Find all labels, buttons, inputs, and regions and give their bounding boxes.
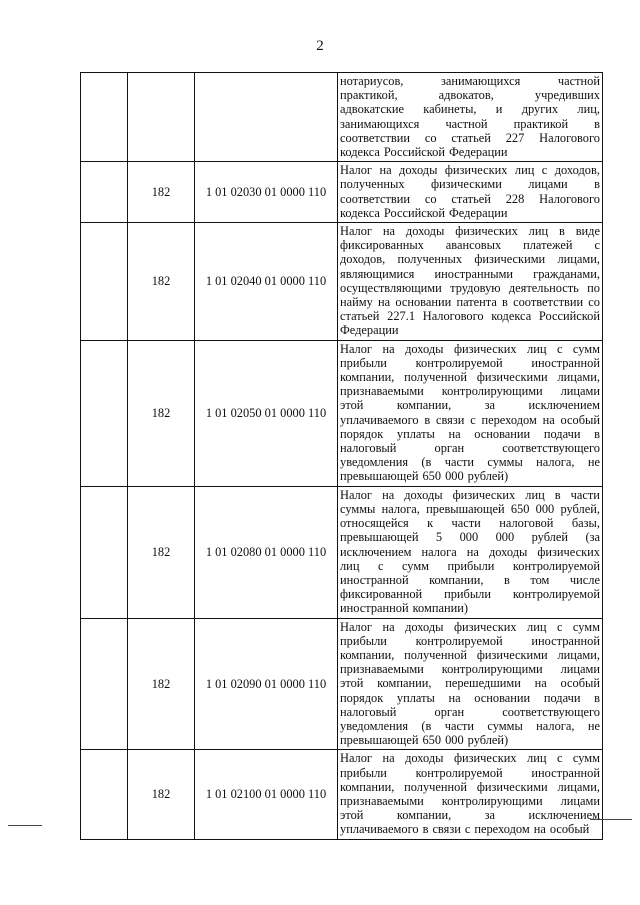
description-line: налоговый орган соответствующего bbox=[340, 441, 600, 456]
description-line: Налог на доходы физических лиц в части bbox=[340, 487, 600, 502]
admin-code-cell: 182 bbox=[128, 486, 195, 618]
row-number-cell bbox=[81, 750, 128, 839]
description-line: осуществляющими трудовую деятельность по bbox=[340, 280, 600, 295]
description-cell bbox=[338, 73, 603, 162]
description-line: превышающей 5 000 000 рублей (за bbox=[340, 530, 600, 545]
description-line: Федерации bbox=[340, 323, 399, 338]
admin-code-cell: 182 bbox=[128, 223, 195, 341]
description-line: Налог на доходы физических лиц с сумм bbox=[340, 341, 600, 356]
budget-classification-code-cell: 1 01 02100 01 0000 110 bbox=[195, 750, 338, 839]
description-line: компании, полученной физическими лицами, bbox=[340, 647, 600, 662]
table-row bbox=[81, 750, 603, 839]
description-line: кодекса Российской Федерации bbox=[340, 145, 508, 160]
description-line: налоговый орган соответствующего bbox=[340, 704, 600, 719]
description-line: уплачиваемого в связи с переходом на особый bbox=[340, 412, 600, 427]
description-line: практикой, адвокатов, учредивших bbox=[340, 88, 600, 103]
description-cell bbox=[338, 162, 603, 223]
description-line: Налог на доходы физических лиц в виде bbox=[340, 224, 600, 239]
description-line: Налог на доходы физических лиц с доходов, bbox=[340, 163, 600, 178]
table-row bbox=[81, 162, 603, 223]
description-line: превышающей 650 000 рублей) bbox=[340, 469, 509, 484]
description-cell bbox=[338, 486, 603, 618]
row-number-cell bbox=[81, 340, 128, 486]
admin-code-cell: 182 bbox=[128, 162, 195, 223]
description-line: фиксированной прибыли контролируемой bbox=[340, 587, 600, 602]
description-line: соответствии со статьей 227 Налогового bbox=[340, 130, 600, 145]
row-number-cell bbox=[81, 162, 128, 223]
description-line: прибыли контролируемой иностранной bbox=[340, 633, 600, 648]
description-line: уведомления (в части суммы налога, не bbox=[340, 718, 600, 733]
description-line: являющимися иностранными гражданами, bbox=[340, 266, 600, 281]
budget-classification-code-cell: 1 01 02040 01 0000 110 bbox=[195, 223, 338, 341]
description-cell bbox=[338, 340, 603, 486]
description-line: суммы налога, превышающей 650 000 рублей, bbox=[340, 501, 600, 516]
description-line: соответствии со статьей 228 Налогового bbox=[340, 191, 600, 206]
description-line: исключением налога на доходы физических bbox=[340, 544, 600, 559]
description-line: Налог на доходы физических лиц с сумм bbox=[340, 751, 600, 766]
description-line: кодекса Российской Федерации bbox=[340, 205, 508, 220]
description-line: уведомления (в части суммы налога, не bbox=[340, 455, 600, 470]
table-row bbox=[81, 618, 603, 750]
description-cell bbox=[338, 750, 603, 839]
description-line: относящейся к части налоговой базы, bbox=[340, 516, 600, 531]
description-line: фиксированных авансовых платежей с bbox=[340, 238, 600, 253]
description-cell bbox=[338, 618, 603, 750]
budget-classification-code-cell: 1 01 02050 01 0000 110 bbox=[195, 340, 338, 486]
revenue-codes-table bbox=[80, 72, 603, 840]
row-number-cell bbox=[81, 73, 128, 162]
description-line: признаваемыми контролирующими лицами bbox=[340, 793, 600, 808]
table-row bbox=[81, 73, 603, 162]
page-number: 2 bbox=[316, 38, 324, 54]
description-line: порядок уплаты на основании подачи в bbox=[340, 690, 600, 705]
description-line: признаваемыми контролирующими лицами bbox=[340, 384, 600, 399]
admin-code-cell: 182 bbox=[128, 750, 195, 839]
description-line: доходов, полученных физическими лицами, bbox=[340, 252, 600, 267]
budget-classification-code-cell: 1 01 02080 01 0000 110 bbox=[195, 486, 338, 618]
description-line: статьей 227.1 Налогового кодекса Российской bbox=[340, 309, 600, 324]
description-line: порядок уплаты на основании подачи в bbox=[340, 426, 600, 441]
description-line: этой компании, перешедшими на особый bbox=[340, 676, 600, 691]
description-line: иностранной компании) bbox=[340, 601, 468, 616]
description-line: превышающей 650 000 рублей) bbox=[340, 733, 509, 748]
description-line: занимающихся частной практикой в bbox=[340, 116, 600, 131]
description-line: адвокатские кабинеты, и других лиц, bbox=[340, 102, 600, 117]
description-line: компании, полученной физическими лицами, bbox=[340, 370, 600, 385]
description-line: нотариусов, занимающихся частной bbox=[340, 74, 600, 88]
row-number-cell bbox=[81, 486, 128, 618]
table-row bbox=[81, 223, 603, 341]
table-row bbox=[81, 340, 603, 486]
description-line: лиц с сумм прибыли контролируемой bbox=[340, 558, 600, 573]
description-line: признаваемыми контролирующими лицами bbox=[340, 662, 600, 677]
description-line: этой компании, за исключением bbox=[340, 398, 600, 413]
admin-code-cell: 182 bbox=[128, 340, 195, 486]
admin-code-cell: 182 bbox=[128, 618, 195, 750]
description-line: этой компании, за исключением bbox=[340, 808, 600, 823]
budget-classification-code-cell: 1 01 02030 01 0000 110 bbox=[195, 162, 338, 223]
margin-rule-left bbox=[8, 825, 42, 826]
description-line: найму на основании патента в соответствии со bbox=[340, 295, 600, 310]
row-number-cell bbox=[81, 223, 128, 341]
description-line: уплачиваемого в связи с переходом на особый bbox=[340, 822, 590, 837]
table-row bbox=[81, 486, 603, 618]
description-line: прибыли контролируемой иностранной bbox=[340, 355, 600, 370]
description-cell bbox=[338, 223, 603, 341]
description-line: иностранной компании, в том числе bbox=[340, 572, 600, 587]
description-line: компании, полученной физическими лицами, bbox=[340, 779, 600, 794]
description-line: Налог на доходы физических лиц с сумм bbox=[340, 619, 600, 634]
row-number-cell bbox=[81, 618, 128, 750]
margin-rule-right bbox=[590, 819, 632, 820]
table-body bbox=[81, 73, 603, 840]
description-line: полученных физическими лицами в bbox=[340, 177, 600, 192]
budget-classification-code-cell bbox=[195, 73, 338, 162]
budget-classification-code-cell: 1 01 02090 01 0000 110 bbox=[195, 618, 338, 750]
admin-code-cell bbox=[128, 73, 195, 162]
description-line: прибыли контролируемой иностранной bbox=[340, 765, 600, 780]
